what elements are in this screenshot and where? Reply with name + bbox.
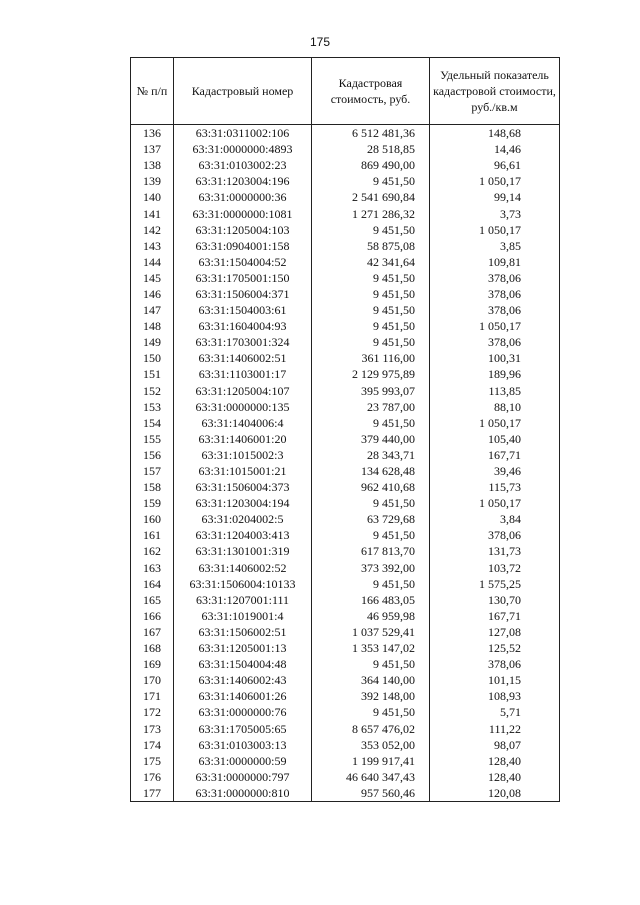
row-number: 149 — [131, 334, 174, 350]
table-row — [131, 543, 560, 559]
row-number: 145 — [131, 270, 174, 286]
specific-indicator: 378,06 — [430, 270, 560, 286]
cadastral-number: 63:31:0904001:158 — [174, 238, 312, 254]
specific-indicator: 3,84 — [430, 511, 560, 527]
row-number: 142 — [131, 222, 174, 238]
table-row — [131, 785, 560, 802]
table-row — [131, 302, 560, 318]
specific-indicator: 378,06 — [430, 656, 560, 672]
specific-indicator: 125,52 — [430, 640, 560, 656]
row-number: 165 — [131, 592, 174, 608]
row-number: 151 — [131, 366, 174, 382]
cadastral-cost: 9 451,50 — [312, 527, 430, 543]
cadastral-cost: 1 199 917,41 — [312, 753, 430, 769]
cadastral-number: 63:31:1504003:61 — [174, 302, 312, 318]
cadastral-cost: 361 116,00 — [312, 350, 430, 366]
row-number: 137 — [131, 141, 174, 157]
cadastral-cost: 6 512 481,36 — [312, 125, 430, 142]
row-number: 168 — [131, 640, 174, 656]
row-number: 157 — [131, 463, 174, 479]
cadastral-cost: 63 729,68 — [312, 511, 430, 527]
cadastral-number: 63:31:0103003:13 — [174, 737, 312, 753]
row-number: 171 — [131, 688, 174, 704]
table-row — [131, 576, 560, 592]
specific-indicator: 1 050,17 — [430, 222, 560, 238]
row-number: 172 — [131, 704, 174, 720]
header-cadastral-cost: Кадастровая стоимость, руб. — [312, 58, 430, 125]
cadastral-cost: 58 875,08 — [312, 238, 430, 254]
specific-indicator: 167,71 — [430, 608, 560, 624]
cadastral-cost: 42 341,64 — [312, 254, 430, 270]
cadastral-cost: 23 787,00 — [312, 399, 430, 415]
row-number: 166 — [131, 608, 174, 624]
table-row — [131, 431, 560, 447]
table-row — [131, 383, 560, 399]
cadastral-cost: 379 440,00 — [312, 431, 430, 447]
specific-indicator: 378,06 — [430, 302, 560, 318]
cadastral-number: 63:31:1604004:93 — [174, 318, 312, 334]
specific-indicator: 39,46 — [430, 463, 560, 479]
row-number: 177 — [131, 785, 174, 802]
cadastral-cost: 28 518,85 — [312, 141, 430, 157]
cadastral-cost: 46 959,98 — [312, 608, 430, 624]
cadastral-cost: 9 451,50 — [312, 495, 430, 511]
specific-indicator: 14,46 — [430, 141, 560, 157]
specific-indicator: 113,85 — [430, 383, 560, 399]
row-number: 160 — [131, 511, 174, 527]
table-row — [131, 495, 560, 511]
specific-indicator: 1 050,17 — [430, 173, 560, 189]
cadastral-number: 63:31:1406002:43 — [174, 672, 312, 688]
cadastral-number: 63:31:1204003:413 — [174, 527, 312, 543]
row-number: 148 — [131, 318, 174, 334]
cadastral-cost: 9 451,50 — [312, 286, 430, 302]
cadastral-number: 63:31:1406001:26 — [174, 688, 312, 704]
cadastral-cost: 46 640 347,43 — [312, 769, 430, 785]
row-number: 173 — [131, 720, 174, 736]
table-row — [131, 704, 560, 720]
table-row — [131, 334, 560, 350]
row-number: 175 — [131, 753, 174, 769]
specific-indicator: 378,06 — [430, 334, 560, 350]
cadastral-number: 63:31:1205004:103 — [174, 222, 312, 238]
specific-indicator: 108,93 — [430, 688, 560, 704]
table-body — [131, 125, 560, 802]
cadastral-cost: 373 392,00 — [312, 560, 430, 576]
cadastral-cost: 1 271 286,32 — [312, 205, 430, 221]
row-number: 146 — [131, 286, 174, 302]
table-row — [131, 527, 560, 543]
table-row — [131, 286, 560, 302]
specific-indicator: 3,73 — [430, 205, 560, 221]
cadastral-number: 63:31:0000000:76 — [174, 704, 312, 720]
specific-indicator: 88,10 — [430, 399, 560, 415]
cadastral-cost: 9 451,50 — [312, 656, 430, 672]
specific-indicator: 1 575,25 — [430, 576, 560, 592]
row-number: 154 — [131, 415, 174, 431]
cadastral-number: 63:31:1506004:373 — [174, 479, 312, 495]
cadastral-cost: 957 560,46 — [312, 785, 430, 802]
cadastral-table — [130, 57, 560, 802]
cadastral-number: 63:31:1703001:324 — [174, 334, 312, 350]
table-row — [131, 222, 560, 238]
row-number: 152 — [131, 383, 174, 399]
row-number: 155 — [131, 431, 174, 447]
table-row — [131, 173, 560, 189]
table-row — [131, 415, 560, 431]
row-number: 156 — [131, 447, 174, 463]
cadastral-cost: 395 993,07 — [312, 383, 430, 399]
specific-indicator: 105,40 — [430, 431, 560, 447]
table-row — [131, 560, 560, 576]
table-row — [131, 366, 560, 382]
cadastral-cost: 1 037 529,41 — [312, 624, 430, 640]
cadastral-number: 63:31:1406002:52 — [174, 560, 312, 576]
cadastral-cost: 962 410,68 — [312, 479, 430, 495]
cadastral-cost: 9 451,50 — [312, 318, 430, 334]
table-row — [131, 270, 560, 286]
cadastral-number: 63:31:1705005:65 — [174, 720, 312, 736]
cadastral-cost: 617 813,70 — [312, 543, 430, 559]
specific-indicator: 130,70 — [430, 592, 560, 608]
row-number: 174 — [131, 737, 174, 753]
row-number: 169 — [131, 656, 174, 672]
row-number: 167 — [131, 624, 174, 640]
row-number: 147 — [131, 302, 174, 318]
row-number: 139 — [131, 173, 174, 189]
cadastral-cost: 364 140,00 — [312, 672, 430, 688]
cadastral-number: 63:31:1015001:21 — [174, 463, 312, 479]
table-row — [131, 737, 560, 753]
cadastral-cost: 166 483,05 — [312, 592, 430, 608]
cadastral-number: 63:31:1015002:3 — [174, 447, 312, 463]
cadastral-cost: 2 541 690,84 — [312, 189, 430, 205]
table-row — [131, 624, 560, 640]
row-number: 150 — [131, 350, 174, 366]
cadastral-cost: 1 353 147,02 — [312, 640, 430, 656]
cadastral-number: 63:31:0000000:1081 — [174, 205, 312, 221]
specific-indicator: 99,14 — [430, 189, 560, 205]
cadastral-number: 63:31:0000000:59 — [174, 753, 312, 769]
cadastral-cost: 9 451,50 — [312, 173, 430, 189]
row-number: 162 — [131, 543, 174, 559]
cadastral-number: 63:31:1506002:51 — [174, 624, 312, 640]
cadastral-number: 63:31:1205004:107 — [174, 383, 312, 399]
row-number: 138 — [131, 157, 174, 173]
specific-indicator: 115,73 — [430, 479, 560, 495]
specific-indicator: 101,15 — [430, 672, 560, 688]
cadastral-cost: 8 657 476,02 — [312, 720, 430, 736]
table-row — [131, 688, 560, 704]
cadastral-number: 63:31:1406002:51 — [174, 350, 312, 366]
cadastral-cost: 9 451,50 — [312, 576, 430, 592]
table-row — [131, 720, 560, 736]
row-number: 164 — [131, 576, 174, 592]
specific-indicator: 189,96 — [430, 366, 560, 382]
cadastral-cost: 353 052,00 — [312, 737, 430, 753]
cadastral-number: 63:31:1203004:194 — [174, 495, 312, 511]
specific-indicator: 1 050,17 — [430, 495, 560, 511]
specific-indicator: 120,08 — [430, 785, 560, 802]
table-row — [131, 463, 560, 479]
table-row — [131, 592, 560, 608]
table-row — [131, 447, 560, 463]
cadastral-cost: 28 343,71 — [312, 447, 430, 463]
cadastral-number: 63:31:0000000:36 — [174, 189, 312, 205]
table-row — [131, 656, 560, 672]
row-number: 141 — [131, 205, 174, 221]
table-header-row — [131, 58, 560, 125]
row-number: 163 — [131, 560, 174, 576]
cadastral-number: 63:31:1506004:10133 — [174, 576, 312, 592]
table-row — [131, 399, 560, 415]
cadastral-number: 63:31:1404006:4 — [174, 415, 312, 431]
table-row — [131, 753, 560, 769]
table-row — [131, 769, 560, 785]
specific-indicator: 100,31 — [430, 350, 560, 366]
specific-indicator: 148,68 — [430, 125, 560, 142]
specific-indicator: 128,40 — [430, 769, 560, 785]
cadastral-cost: 134 628,48 — [312, 463, 430, 479]
specific-indicator: 378,06 — [430, 527, 560, 543]
row-number: 159 — [131, 495, 174, 511]
header-cadastral-number: Кадастровый номер — [174, 58, 312, 125]
table-row — [131, 608, 560, 624]
cadastral-cost: 9 451,50 — [312, 270, 430, 286]
cadastral-number: 63:31:0204002:5 — [174, 511, 312, 527]
table-row — [131, 238, 560, 254]
specific-indicator: 1 050,17 — [430, 415, 560, 431]
table-row — [131, 318, 560, 334]
cadastral-number: 63:31:1103001:17 — [174, 366, 312, 382]
row-number: 158 — [131, 479, 174, 495]
table-row — [131, 157, 560, 173]
cadastral-number: 63:31:1205001:13 — [174, 640, 312, 656]
specific-indicator: 5,71 — [430, 704, 560, 720]
cadastral-number: 63:31:0000000:810 — [174, 785, 312, 802]
specific-indicator: 127,08 — [430, 624, 560, 640]
cadastral-cost: 9 451,50 — [312, 222, 430, 238]
specific-indicator: 96,61 — [430, 157, 560, 173]
table-row — [131, 672, 560, 688]
table-row — [131, 511, 560, 527]
table-row — [131, 125, 560, 142]
page-number: 175 — [309, 35, 331, 49]
table-row — [131, 254, 560, 270]
header-num: № п/п — [131, 58, 174, 125]
table-row — [131, 640, 560, 656]
header-specific-indicator: Удельный показатель кадастровой стоимости, руб./кв.м — [430, 58, 560, 125]
cadastral-number: 63:31:1705001:150 — [174, 270, 312, 286]
cadastral-number: 63:31:1019001:4 — [174, 608, 312, 624]
table-row — [131, 205, 560, 221]
cadastral-number: 63:31:1504004:48 — [174, 656, 312, 672]
specific-indicator: 3,85 — [430, 238, 560, 254]
cadastral-number: 63:31:1506004:371 — [174, 286, 312, 302]
row-number: 153 — [131, 399, 174, 415]
row-number: 161 — [131, 527, 174, 543]
cadastral-cost: 869 490,00 — [312, 157, 430, 173]
cadastral-number: 63:31:0103002:23 — [174, 157, 312, 173]
cadastral-number: 63:31:0000000:135 — [174, 399, 312, 415]
row-number: 143 — [131, 238, 174, 254]
cadastral-cost: 9 451,50 — [312, 334, 430, 350]
cadastral-number: 63:31:0000000:4893 — [174, 141, 312, 157]
specific-indicator: 167,71 — [430, 447, 560, 463]
specific-indicator: 98,07 — [430, 737, 560, 753]
cadastral-number: 63:31:0311002:106 — [174, 125, 312, 142]
cadastral-number: 63:31:1301001:319 — [174, 543, 312, 559]
row-number: 170 — [131, 672, 174, 688]
cadastral-number: 63:31:1406001:20 — [174, 431, 312, 447]
specific-indicator: 378,06 — [430, 286, 560, 302]
cadastral-cost: 9 451,50 — [312, 302, 430, 318]
cadastral-number: 63:31:0000000:797 — [174, 769, 312, 785]
cadastral-number: 63:31:1504004:52 — [174, 254, 312, 270]
specific-indicator: 1 050,17 — [430, 318, 560, 334]
row-number: 144 — [131, 254, 174, 270]
specific-indicator: 103,72 — [430, 560, 560, 576]
specific-indicator: 109,81 — [430, 254, 560, 270]
cadastral-cost: 392 148,00 — [312, 688, 430, 704]
row-number: 176 — [131, 769, 174, 785]
table-row — [131, 141, 560, 157]
specific-indicator: 128,40 — [430, 753, 560, 769]
row-number: 140 — [131, 189, 174, 205]
cadastral-number: 63:31:1203004:196 — [174, 173, 312, 189]
row-number: 136 — [131, 125, 174, 142]
table-row — [131, 479, 560, 495]
cadastral-cost: 2 129 975,89 — [312, 366, 430, 382]
cadastral-cost: 9 451,50 — [312, 704, 430, 720]
specific-indicator: 131,73 — [430, 543, 560, 559]
specific-indicator: 111,22 — [430, 720, 560, 736]
table-row — [131, 189, 560, 205]
table-row — [131, 350, 560, 366]
cadastral-cost: 9 451,50 — [312, 415, 430, 431]
cadastral-number: 63:31:1207001:111 — [174, 592, 312, 608]
